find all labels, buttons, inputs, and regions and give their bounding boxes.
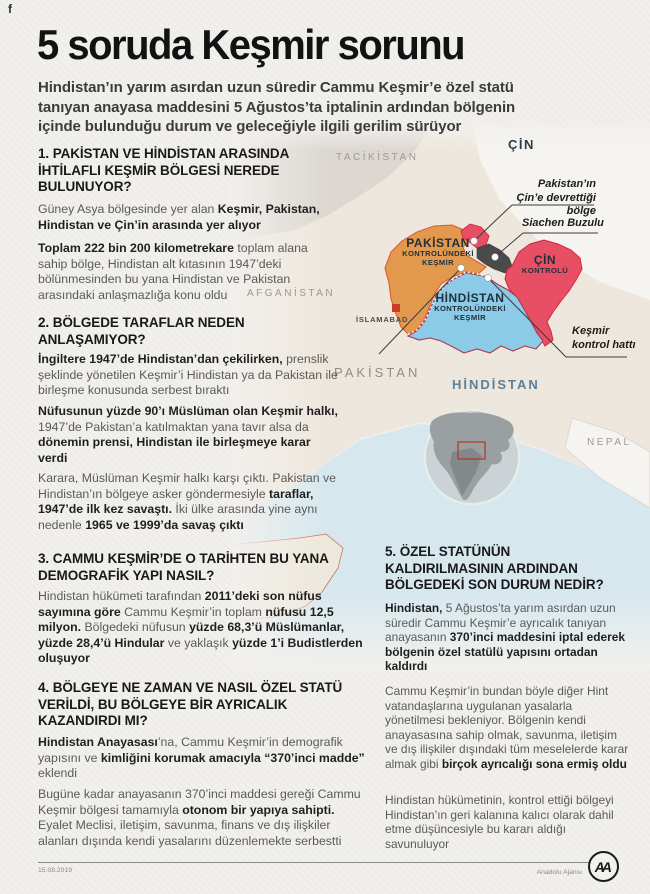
map-label-china: ÇİN [508, 137, 535, 152]
region-label-line: HİNDİSTAN [435, 291, 505, 305]
section-1-paragraph: Toplam 222 bin 200 kilometrekare toplam alana sahip bölge, Hindistan alt kıtasının 1947’deki bölünmesinden bu yana Hindistan ve Pakistan arasındaki anlaşmazlığa konu oldu [38, 241, 308, 302]
region-label-india-kashmir [414, 292, 526, 322]
map-label-nepal: NEPAL [587, 437, 632, 448]
section-3-paragraph: Hindistan hükümeti tarafından 2011’deki son nüfus sayımına göre Cammu Keşmir’in toplam nüfusu 12,5 milyon. Bölgedeki nüfusun yüzde 68,3’ü Müslümanlar, yüzde 28,4’ü Hindular ve yaklaşık yüzde 1’i Budistlerden oluşuyor [38, 589, 363, 665]
inset-locator [425, 410, 519, 504]
intro-text: Hindistan’ın yarım asırdan uzun süredir Cammu Keşmir’e özel statü tanıyan anayasa maddesini 5 Ağustos’ta iptalinin ardından bölgenin içinde bulunduğu durum ve geleceğiyle ilgili gerilim sürüyor [38, 79, 516, 135]
section-2-heading: 2. BÖLGEDE TARAFLAR NEDEN ANLAŞAMIYOR? [38, 315, 245, 347]
section-2-paragraph: Nüfusunun yüzde 90’ı Müslüman olan Keşmir halkı, 1947’de Pakistan’a katılmaktan yana tavır alsa da dönemin prensi, Hindistan ile birleşmeye karar verdi [38, 404, 338, 465]
region-label-line: ÇİN [533, 253, 557, 267]
islamabad-marker [392, 304, 400, 312]
section-2-paragraph: Karara, Müslüman Keşmir halkı karşı çıktı. Pakistan ve Hindistan’ın bölgeye asker göndermesiyle taraflar, 1947’de ilk kez savaştı. İki ülke arasında yine aynı nedenle 1965 ve 1999’da savaş çıktı [38, 471, 336, 532]
section-3-heading: 3. CAMMU KEŞMİR’DE O TARİHTEN BU YANA DEMOGRAFİK YAPI NASIL? [38, 551, 329, 583]
section-5-paragraph: Hindistan, 5 Ağustos’ta yarım asırdan uzun süredir Cammu Keşmir’e ayrıcalık tanıyan anayasanın 370’inci maddesini iptal ederek bölgenin özel statülü yapısını ortadan kaldırdı [385, 601, 625, 674]
footer-divider [38, 862, 590, 863]
section-1-heading: 1. PAKİSTAN VE HİNDİSTAN ARASINDA İHTİLAFLI KEŞMİR BÖLGESİ NEREDE BULUNUYOR? [38, 146, 289, 194]
map-label-afghanistan: AFGANİSTAN [247, 288, 336, 299]
region-label-line: KONTROLÜNDEKİ [402, 249, 474, 259]
section-1-paragraph: Güney Asya bölgesinde yer alan Keşmir, Pakistan, Hindistan ve Çin’in arasında yer alıyor [38, 202, 320, 232]
callout-line-of-control: Keşmir kontrol hattı [572, 325, 636, 351]
corner-mark: f [8, 2, 12, 16]
map-label-tajikistan: TACİKİSTAN [336, 152, 419, 163]
section-5-heading: 5. ÖZEL STATÜNÜN KALDIRILMASININ ARDINDAN BÖLGEDEKİ SON DURUM NEDİR? [385, 544, 604, 592]
section-5-paragraph: Cammu Keşmir’in bundan böyle diğer Hint vatandaşlarına uygulanan yasalarla yönetilmesi bekleniyor. Bölgenin kendi anayasasına sahip olmak, savunma, iletişim ve dış ilişkiler dışındaki tüm meselelerde karar almak gibi birçok ayrıcalığı sona ermiş oldu [385, 684, 629, 771]
section-4-paragraph: Bugüne kadar anayasanın 370’inci maddesi gereği Cammu Keşmir bölgesi tamamıyla otonom bir yapıya sahipti. Eyalet Meclisi, iletişim, savunma, finans ve dış ilişkiler alanları dışında kendi yasalarını düzenlemekte serbestti [38, 787, 361, 848]
region-label-china-control [514, 254, 576, 276]
section-4-heading: 4. BÖLGEYE NE ZAMAN VE NASIL ÖZEL STATÜ VERİLDİ, BU BÖLGEYE BİR AYRICALIK KAZANDIRDI MI? [38, 680, 343, 728]
callout-ceded-region: Pakistan’ın Çin’e devrettiği bölge [516, 178, 596, 217]
region-label-pakistan-kashmir [382, 237, 494, 267]
region-label-line: KEŞMİR [454, 312, 486, 322]
map-label-pakistan: PAKİSTAN [334, 365, 421, 380]
map-label-islamabad: İSLAMABAD [356, 315, 409, 324]
section-4-paragraph: Hindistan Anayasası’na, Cammu Keşmir’in demografik yapısını ve kimliğini korumak amacıyla “370’inci madde” eklendi [38, 735, 365, 780]
map-label-india: HİNDİSTAN [452, 377, 540, 392]
region-label-line: PAKİSTAN [406, 236, 470, 250]
section-5-paragraph: Hindistan hükümetinin, kontrol ettiği bölgeyi Hindistan’ın geri kalanına kalıcı olarak dahil etme düşüncesiyle bu kararı aldığı savunuluyor [385, 793, 614, 851]
footer-credit: Anadolu Ajansı [536, 869, 582, 876]
region-label-line: KEŞMİR [422, 257, 454, 267]
region-label-line: KONTROLÜ [521, 266, 569, 276]
callout-siachen-glacier: Siachen Buzulu [522, 217, 604, 229]
section-2-paragraph: İngiltere 1947’de Hindistan’dan çekilirken, prenslik şeklinde yönetilen Keşmir’i Hindistan ya da Pakistan ile birleşme konusunda serbest bıraktı [38, 352, 338, 397]
footer-date: 15.08.2019 [38, 867, 73, 874]
anadolu-agency-logo-text: AA [593, 858, 611, 875]
region-label-line: KONTROLÜNDEKİ [434, 304, 506, 314]
page-title: 5 soruda Keşmir sorunu [37, 22, 465, 69]
anadolu-agency-logo [588, 851, 619, 882]
